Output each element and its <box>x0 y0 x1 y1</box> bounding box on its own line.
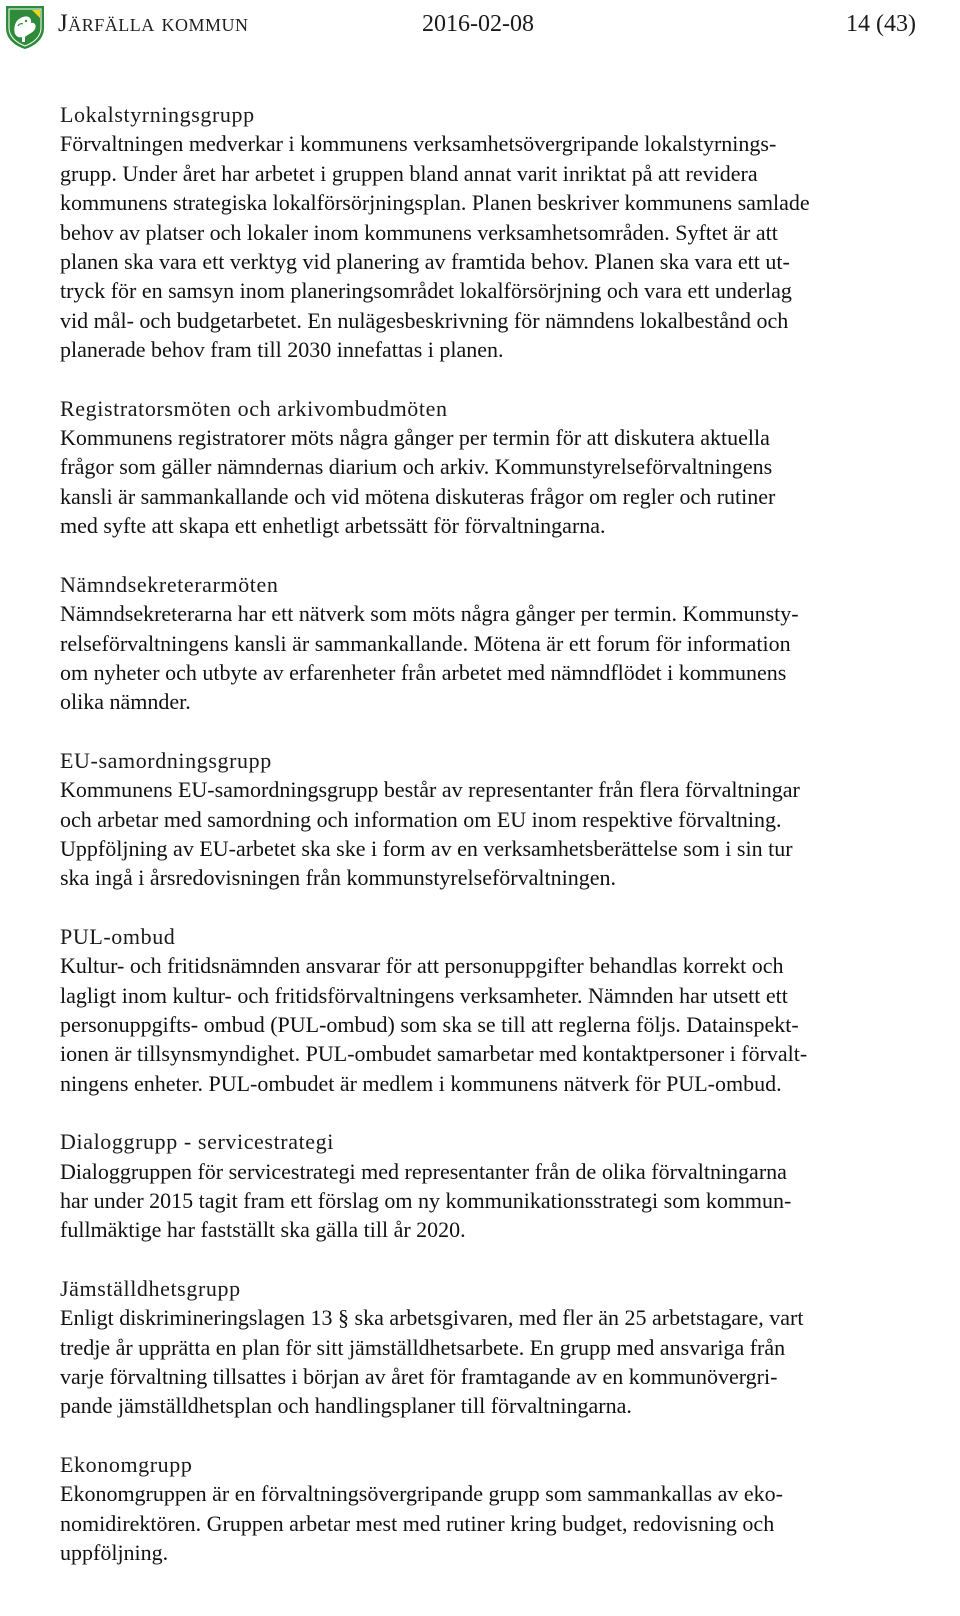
text-line: grupp. Under året har arbetet i gruppen bland annat varit inriktat på att revidera <box>60 160 758 186</box>
text-line: behov av platser och lokaler inom kommunens verksamhetsområden. Syftet är att <box>60 219 778 245</box>
section-pul-ombud <box>60 922 932 1098</box>
text-line: har under 2015 tagit fram ett förslag om ny kommunikationsstrategi som kommun- <box>60 1188 792 1213</box>
text-line: varje förvaltning tillsattes i början av året för framtagande av en kommunövergri- <box>60 1364 778 1390</box>
municipality-name: Järfälla kommun <box>58 10 249 37</box>
section-paragraph <box>60 423 932 541</box>
section-paragraph <box>60 1479 932 1567</box>
section-heading: EU-samordningsgrupp <box>60 747 272 773</box>
page-header <box>0 0 960 56</box>
section-lokalstyrningsgrupp <box>60 100 932 365</box>
text-line: tryck för en samsyn inom planeringsområdet lokalförsörjning och vara ett underlag <box>60 278 792 304</box>
text-line: med syfte att skapa ett enhetligt arbetssätt för förvaltningarna. <box>60 513 606 539</box>
text-line: Förvaltningen medverkar i kommunens verksamhetsövergripande lokalstyrnings- <box>60 131 777 157</box>
text-line: lagligt inom kultur- och fritidsförvaltningens verksamheter. Nämnden har utsett ett <box>60 982 788 1008</box>
text-line: Ekonomgruppen är en förvaltningsövergripande grupp som sammankallas av eko- <box>60 1481 783 1507</box>
section-paragraph <box>60 599 932 717</box>
section-paragraph <box>60 1157 932 1245</box>
section-registratorsmoten <box>60 394 932 541</box>
section-heading: Jämställdhetsgrupp <box>60 1275 241 1301</box>
section-ekonomgrupp <box>60 1450 932 1568</box>
text-line: fullmäktige har fastställt ska gälla till år 2020. <box>60 1217 466 1243</box>
section-heading: Dialoggrupp - servicestrategi <box>60 1129 334 1155</box>
text-line: personuppgifts- ombud (PUL-ombud) som ska se till att reglerna följs. Datainspekt- <box>60 1011 799 1037</box>
text-line: Kultur- och fritidsnämnden ansvarar för att personuppgifter behandlas korrekt och <box>60 953 784 979</box>
text-line: kansli är sammankallande och vid mötena diskuteras frågor om regler och rutiner <box>60 483 776 509</box>
text-line: vid mål- och budgetarbetet. En nulägesbeskrivning för nämndens lokalbestånd och <box>60 307 789 333</box>
text-line: relseförvaltningens kansli är sammankallande. Mötena är ett forum för information <box>60 630 791 656</box>
section-heading: Registratorsmöten och arkivombudmöten <box>60 395 448 421</box>
text-line: frågor som gäller nämndernas diarium och arkiv. Kommunstyrelseförvaltningens <box>60 454 773 480</box>
text-line: uppföljning. <box>60 1540 169 1566</box>
section-eu-samordningsgrupp <box>60 746 932 893</box>
text-line: Dialoggruppen för servicestrategi med representanter från de olika förvaltningarna <box>60 1158 787 1184</box>
document-date: 2016-02-08 <box>422 11 534 37</box>
text-line: tredje år upprätta en plan för sitt jämställdhetsarbete. En grupp med ansvariga från <box>60 1334 786 1360</box>
text-line: olika nämnder. <box>60 689 191 715</box>
text-line: och arbetar med samordning och information om EU inom respektive förvaltning. <box>60 806 782 832</box>
text-line: ionen är tillsynsmyndighet. PUL-ombudet samarbetar med kontaktpersoner i förvalt- <box>60 1041 808 1067</box>
section-paragraph <box>60 129 932 364</box>
text-line: pande jämställdhetsplan och handlingsplaner till förvaltningarna. <box>60 1393 632 1419</box>
section-paragraph <box>60 775 932 893</box>
section-dialoggrupp <box>60 1127 932 1245</box>
text-line: om nyheter och utbyte av erfarenheter från arbetet med nämndflödet i kommunens <box>60 659 787 685</box>
text-line: Enligt diskrimineringslagen 13 § ska arbetsgivaren, med fler än 25 arbetstagare, vart <box>60 1305 804 1331</box>
section-paragraph <box>60 1303 932 1421</box>
text-line: Uppföljning av EU-arbetet ska ske i form av en verksamhetsberättelse som i sin tur <box>60 835 793 861</box>
text-line: Nämndsekreterarna har ett nätverk som möts några gånger per termin. Kommunsty- <box>60 601 799 627</box>
text-line: ningens enheter. PUL-ombudet är medlem i kommunens nätverk för PUL-ombud. <box>60 1070 782 1096</box>
text-line: planen ska vara ett verktyg vid planering av framtida behov. Planen ska vara ett ut- <box>60 249 790 275</box>
municipality-coat-of-arms-icon <box>4 4 46 50</box>
section-heading: Nämndsekreterarmöten <box>60 571 279 597</box>
document-body <box>60 100 932 1596</box>
section-heading: Lokalstyrningsgrupp <box>60 102 255 127</box>
text-line: Kommunens registratorer möts några gånger per termin för att diskutera aktuella <box>60 425 770 451</box>
text-line: kommunens strategiska lokalförsörjningsplan. Planen beskriver kommunens samlade <box>60 190 810 216</box>
section-heading: PUL-ombud <box>60 923 176 949</box>
text-line: nomidirektören. Gruppen arbetar mest med rutiner kring budget, redovisning och <box>60 1510 775 1536</box>
section-jamstalldhetsgrupp <box>60 1274 932 1421</box>
section-namndsekreterarmoten <box>60 570 932 717</box>
section-paragraph <box>60 951 932 1098</box>
text-line: Kommunens EU-samordningsgrupp består av representanter från flera förvaltningar <box>60 777 800 803</box>
text-line: ska ingå i årsredovisningen från kommunstyrelseförvaltningen. <box>60 865 616 891</box>
section-heading: Ekonomgrupp <box>60 1451 193 1477</box>
text-line: planerade behov fram till 2030 innefattas i planen. <box>60 337 504 363</box>
page-number: 14 (43) <box>846 11 916 37</box>
